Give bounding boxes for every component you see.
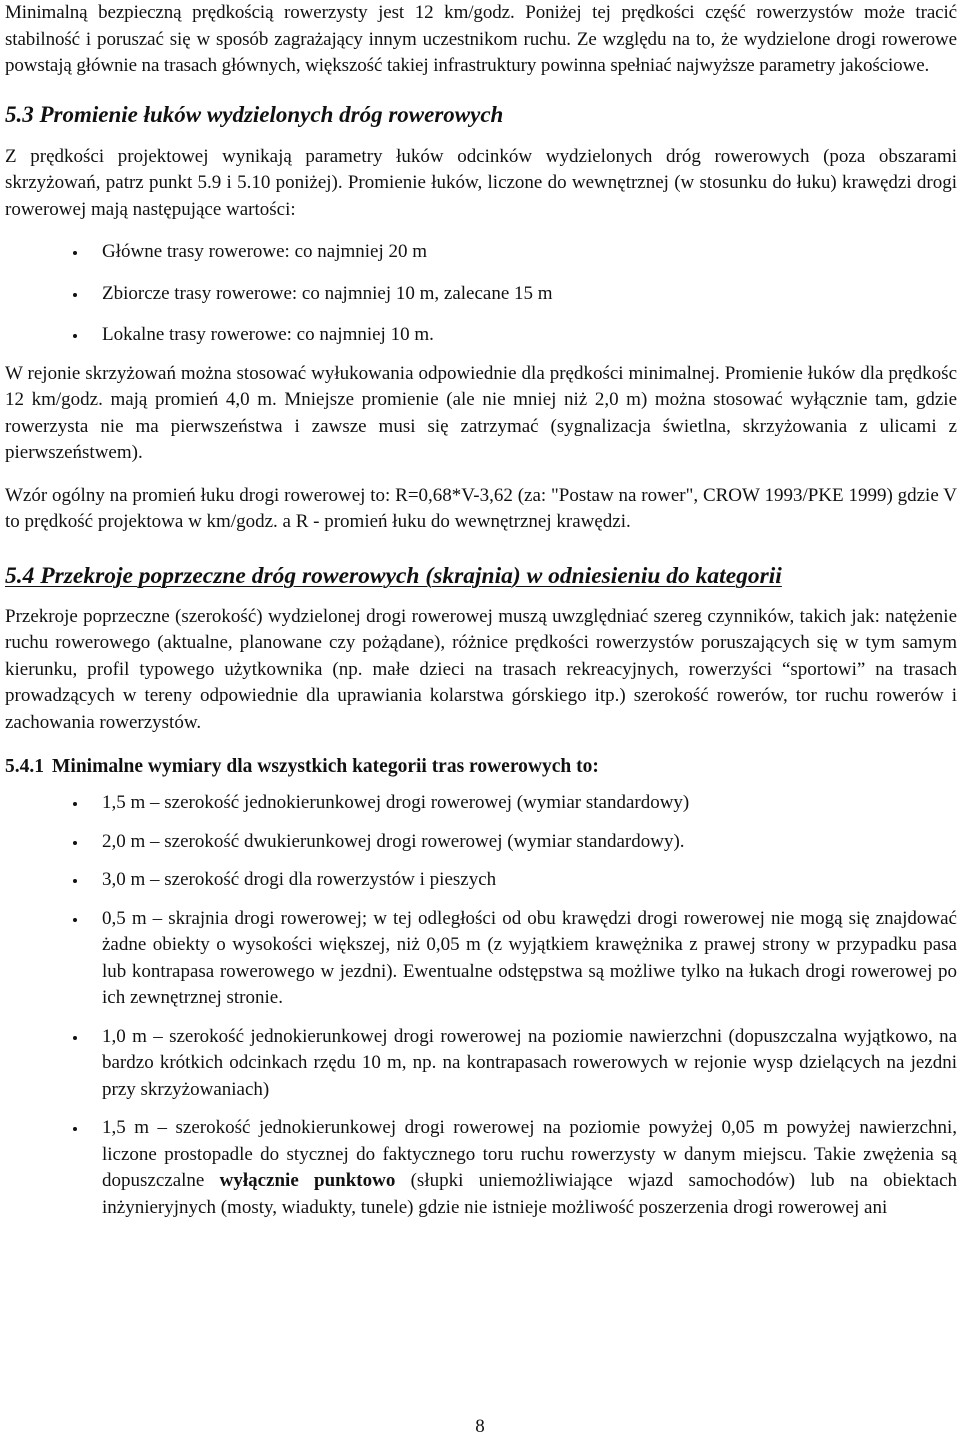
bullet-icon (73, 251, 77, 255)
dimensions-list (5, 790, 957, 1221)
document-page (5, 0, 957, 1221)
section-5-4-paragraph-1: Przekroje poprzeczne (szerokość) wydzielonej drogi rowerowej muszą uwzględniać szereg czynników, takich jak: natężenie ruchu rowerowego (aktualne, planowane czy pożądane), różnice prędkości rowerzystów poruszających się w tym samym kierunku, profil typowego użytkownika (np. małe dzieci na trasach rekreacyjnych, rowerzyści “sportowi” na trasach prowadzących w tereny odpowiednie dla uprawiania kolarstwa górskiego itp.) szerokość rowerów, tor ruchu rowerów i zachowania rowerzystów. (5, 605, 957, 733)
section-5-3-paragraph-2: W rejonie skrzyżowań można stosować wyłukowania odpowiednie dla prędkości minimalnej. Promienie łuków dla prędkośc 12 km/godz. mają promień 4,0 m. Mniejsze promienie (ale nie mniej niż 2,0 m) można stosować wyłącznie tam, gdzie rowerzysta nie ma pierwszeństwa i zawsze musi się zatrzymać (sygnalizacja świetlna, skrzyżowania z ulicami z pierwszeństwem). (5, 362, 957, 463)
list-item: 3,0 m – szerokość drogi dla rowerzystów i pieszych (5, 867, 957, 894)
section-5-4-1-heading (5, 754, 957, 780)
bullet-icon (73, 334, 77, 338)
emphasis-text: wyłącznie punktowo (219, 1170, 396, 1191)
list-item: 1,5 m – szerokość jednokierunkowej drogi rowerowej (wymiar standardowy) (5, 790, 957, 817)
intro-paragraph: Minimalną bezpieczną prędkością rowerzysty jest 12 km/godz. Poniżej tej prędkości część rowerzystów może tracić stabilność i poruszać się w sposób zagrażający innym uczestnikom ruchu. Ze względu na to, że wydzielone drogi rowerowe powstają głównie na trasach głównych, większość takiej infrastruktury powinna spełniać najwyższe parametry jakościowe. (5, 2, 957, 76)
bullet-icon (73, 918, 77, 922)
bullet-icon (73, 879, 77, 883)
list-item: Zbiorcze trasy rowerowe: co najmniej 10 m, zalecane 15 m (5, 281, 957, 308)
bullet-icon (73, 802, 77, 806)
list-item: 1,0 m – szerokość jednokierunkowej drogi rowerowej na poziomie nawierzchni (dopuszczalna wyjątkowo, na bardzo krótkich odcinkach rzędu 10 m, np. na kontrapasach rowerowych w rejonie wysp dzielących na jezdni przy skrzyżowaniach) (5, 1024, 957, 1104)
section-5-3-heading: 5.3 Promienie łuków wydzielonych dróg rowerowych (5, 101, 504, 127)
list-item: 1,5 m – szerokość jednokierunkowej drogi rowerowej na poziomie powyżej 0,05 m powyżej nawierzchni, liczone prostopadle do stycznej do faktycznego toru ruchu rowerzysty w danym miejscu. Takie zwężenia są dopuszczalne wyłącznie punktowo (słupki uniemożliwiające wjazd samochodów) lub na obiektach inżynieryjnych (mosty, wiadukty, tunele) gdzie nie istnieje możliwość poszerzenia drogi rowerowej ani (5, 1115, 957, 1221)
section-title: Minimalne wymiary dla wszystkich kategorii tras rowerowych to: (52, 756, 599, 777)
list-item: 2,0 m – szerokość dwukierunkowej drogi rowerowej (wymiar standardowy). (5, 829, 957, 856)
bullet-icon (73, 1127, 77, 1131)
bullet-icon (73, 293, 77, 297)
page-number: 8 (475, 1416, 485, 1437)
section-number: 5.4.1 (5, 756, 44, 777)
list-item: Główne trasy rowerowe: co najmniej 20 m (5, 239, 957, 266)
section-5-3-paragraph-3: Wzór ogólny na promień łuku drogi rowerowej to: R=0,68*V-3,62 (za: "Postaw na rower", CROW 1993/PKE 1999) gdzie V to prędkość projektowa w km/godz. a R - promień łuku do wewnętrznej krawędzi. (5, 484, 957, 532)
section-5-4-heading: 5.4 Przekroje poprzeczne dróg rowerowych (skrajnia) w odniesieniu do kategorii (5, 562, 782, 589)
bullet-icon (73, 1036, 77, 1040)
list-item: 0,5 m – skrajnia drogi rowerowej; w tej odległości od obu krawędzi drogi rowerowej nie mogą się znajdować żadne obiekty o wysokości większej, niż 0,05 m (z wyjątkiem krawężnika z prawej strony w przypadku pasa lub kontrapasa rowerowego w jezdni). Ewentualne odstępstwa są możliwe tylko na łukach drogi rowerowej po ich zewnętrznej stronie. (5, 906, 957, 1012)
radius-list (5, 239, 957, 349)
list-item: Lokalne trasy rowerowe: co najmniej 10 m. (5, 322, 957, 349)
bullet-icon (73, 841, 77, 845)
section-5-3-paragraph-1: Z prędkości projektowej wynikają parametry łuków odcinków wydzielonych dróg rowerowych (poza obszarami skrzyżowań, patrz punkt 5.9 i 5.10 poniżej). Promienie łuków, liczone do wewnętrznej (w stosunku do łuku) krawędzi drogi rowerowej mają następujące wartości: (5, 145, 957, 220)
